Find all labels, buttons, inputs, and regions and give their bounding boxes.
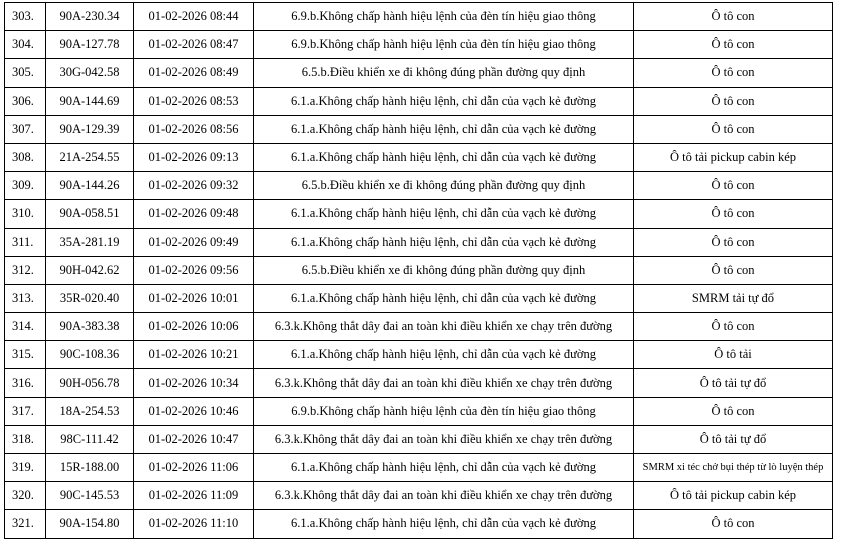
license-plate: 15R-188.00 xyxy=(46,454,134,482)
violation-time: 01-02-2026 11:06 xyxy=(134,454,254,482)
license-plate: 30G-042.58 xyxy=(46,59,134,87)
license-plate: 90C-145.53 xyxy=(46,482,134,510)
table-row xyxy=(5,284,833,312)
violation-description: 6.1.a.Không chấp hành hiệu lệnh, chỉ dẫn của vạch kẻ đường xyxy=(254,87,634,115)
table-row xyxy=(5,482,833,510)
violation-time: 01-02-2026 09:56 xyxy=(134,256,254,284)
license-plate: 90A-129.39 xyxy=(46,115,134,143)
violation-time: 01-02-2026 10:47 xyxy=(134,425,254,453)
violation-description: 6.3.k.Không thắt dây đai an toàn khi điều khiển xe chạy trên đường xyxy=(254,369,634,397)
violation-description: 6.1.a.Không chấp hành hiệu lệnh, chỉ dẫn của vạch kẻ đường xyxy=(254,510,634,538)
table-row xyxy=(5,228,833,256)
license-plate: 35R-020.40 xyxy=(46,284,134,312)
table-row xyxy=(5,510,833,538)
row-number: 304. xyxy=(5,31,46,59)
table-row xyxy=(5,397,833,425)
row-number: 316. xyxy=(5,369,46,397)
license-plate: 98C-111.42 xyxy=(46,425,134,453)
vehicle-type: Ô tô tải pickup cabin kép xyxy=(634,482,833,510)
table-row xyxy=(5,425,833,453)
license-plate: 90C-108.36 xyxy=(46,341,134,369)
table-row xyxy=(5,369,833,397)
violation-description: 6.1.a.Không chấp hành hiệu lệnh, chỉ dẫn của vạch kẻ đường xyxy=(254,143,634,171)
row-number: 319. xyxy=(5,454,46,482)
vehicle-type: Ô tô con xyxy=(634,59,833,87)
vehicle-type: Ô tô tải xyxy=(634,341,833,369)
violation-description: 6.1.a.Không chấp hành hiệu lệnh, chỉ dẫn của vạch kẻ đường xyxy=(254,115,634,143)
license-plate: 35A-281.19 xyxy=(46,228,134,256)
row-number: 321. xyxy=(5,510,46,538)
table-row xyxy=(5,200,833,228)
violation-description: 6.1.a.Không chấp hành hiệu lệnh, chỉ dẫn của vạch kẻ đường xyxy=(254,200,634,228)
vehicle-type: Ô tô con xyxy=(634,172,833,200)
violation-time: 01-02-2026 09:49 xyxy=(134,228,254,256)
violation-time: 01-02-2026 08:49 xyxy=(134,59,254,87)
vehicle-type: SMRM xi téc chở bụi thép từ lò luyện thép xyxy=(634,454,833,482)
violation-time: 01-02-2026 08:47 xyxy=(134,31,254,59)
vehicle-type: Ô tô con xyxy=(634,31,833,59)
vehicle-type: Ô tô tải pickup cabin kép xyxy=(634,143,833,171)
row-number: 311. xyxy=(5,228,46,256)
violation-description: 6.1.a.Không chấp hành hiệu lệnh, chỉ dẫn của vạch kẻ đường xyxy=(254,341,634,369)
violations-table-body xyxy=(5,3,833,539)
violation-description: 6.1.a.Không chấp hành hiệu lệnh, chỉ dẫn của vạch kẻ đường xyxy=(254,454,634,482)
license-plate: 90A-383.38 xyxy=(46,313,134,341)
row-number: 308. xyxy=(5,143,46,171)
violation-description: 6.1.a.Không chấp hành hiệu lệnh, chỉ dẫn của vạch kẻ đường xyxy=(254,284,634,312)
table-row xyxy=(5,59,833,87)
violation-time: 01-02-2026 09:13 xyxy=(134,143,254,171)
license-plate: 90H-056.78 xyxy=(46,369,134,397)
violation-time: 01-02-2026 08:53 xyxy=(134,87,254,115)
violation-time: 01-02-2026 09:48 xyxy=(134,200,254,228)
row-number: 312. xyxy=(5,256,46,284)
vehicle-type: Ô tô con xyxy=(634,313,833,341)
violation-time: 01-02-2026 10:01 xyxy=(134,284,254,312)
violation-description: 6.5.b.Điều khiển xe đi không đúng phần đường quy định xyxy=(254,172,634,200)
violation-time: 01-02-2026 08:56 xyxy=(134,115,254,143)
license-plate: 90A-058.51 xyxy=(46,200,134,228)
vehicle-type: Ô tô con xyxy=(634,510,833,538)
table-row xyxy=(5,313,833,341)
violation-description: 6.9.b.Không chấp hành hiệu lệnh của đèn tín hiệu giao thông xyxy=(254,3,634,31)
row-number: 305. xyxy=(5,59,46,87)
violation-time: 01-02-2026 10:34 xyxy=(134,369,254,397)
license-plate: 90A-230.34 xyxy=(46,3,134,31)
violation-time: 01-02-2026 11:10 xyxy=(134,510,254,538)
table-row xyxy=(5,454,833,482)
violation-time: 01-02-2026 09:32 xyxy=(134,172,254,200)
violation-time: 01-02-2026 10:46 xyxy=(134,397,254,425)
vehicle-type: Ô tô con xyxy=(634,228,833,256)
table-row xyxy=(5,115,833,143)
violation-description: 6.1.a.Không chấp hành hiệu lệnh, chỉ dẫn của vạch kẻ đường xyxy=(254,228,634,256)
violation-description: 6.3.k.Không thắt dây đai an toàn khi điều khiển xe chạy trên đường xyxy=(254,425,634,453)
table-row xyxy=(5,256,833,284)
license-plate: 90A-154.80 xyxy=(46,510,134,538)
row-number: 313. xyxy=(5,284,46,312)
violations-table xyxy=(4,2,833,539)
violation-time: 01-02-2026 11:09 xyxy=(134,482,254,510)
row-number: 315. xyxy=(5,341,46,369)
vehicle-type: Ô tô con xyxy=(634,87,833,115)
violation-description: 6.3.k.Không thắt dây đai an toàn khi điều khiển xe chạy trên đường xyxy=(254,313,634,341)
row-number: 310. xyxy=(5,200,46,228)
vehicle-type: Ô tô con xyxy=(634,397,833,425)
row-number: 307. xyxy=(5,115,46,143)
row-number: 309. xyxy=(5,172,46,200)
license-plate: 90A-144.26 xyxy=(46,172,134,200)
row-number: 303. xyxy=(5,3,46,31)
violation-description: 6.5.b.Điều khiển xe đi không đúng phần đường quy định xyxy=(254,256,634,284)
table-row xyxy=(5,341,833,369)
vehicle-type: Ô tô tải tự đổ xyxy=(634,369,833,397)
violation-description: 6.3.k.Không thắt dây đai an toàn khi điều khiển xe chạy trên đường xyxy=(254,482,634,510)
vehicle-type: Ô tô con xyxy=(634,256,833,284)
row-number: 317. xyxy=(5,397,46,425)
violation-description: 6.5.b.Điều khiển xe đi không đúng phần đường quy định xyxy=(254,59,634,87)
license-plate: 90A-144.69 xyxy=(46,87,134,115)
violation-time: 01-02-2026 10:06 xyxy=(134,313,254,341)
violation-time: 01-02-2026 10:21 xyxy=(134,341,254,369)
row-number: 314. xyxy=(5,313,46,341)
vehicle-type: Ô tô tải tự đổ xyxy=(634,425,833,453)
vehicle-type: SMRM tải tự đổ xyxy=(634,284,833,312)
vehicle-type: Ô tô con xyxy=(634,115,833,143)
violation-time: 01-02-2026 08:44 xyxy=(134,3,254,31)
license-plate: 21A-254.55 xyxy=(46,143,134,171)
violation-description: 6.9.b.Không chấp hành hiệu lệnh của đèn tín hiệu giao thông xyxy=(254,397,634,425)
table-row xyxy=(5,87,833,115)
row-number: 306. xyxy=(5,87,46,115)
row-number: 318. xyxy=(5,425,46,453)
table-row xyxy=(5,143,833,171)
license-plate: 90H-042.62 xyxy=(46,256,134,284)
license-plate: 90A-127.78 xyxy=(46,31,134,59)
table-row xyxy=(5,31,833,59)
table-row xyxy=(5,172,833,200)
vehicle-type: Ô tô con xyxy=(634,200,833,228)
row-number: 320. xyxy=(5,482,46,510)
license-plate: 18A-254.53 xyxy=(46,397,134,425)
violation-description: 6.9.b.Không chấp hành hiệu lệnh của đèn tín hiệu giao thông xyxy=(254,31,634,59)
vehicle-type: Ô tô con xyxy=(634,3,833,31)
table-row xyxy=(5,3,833,31)
